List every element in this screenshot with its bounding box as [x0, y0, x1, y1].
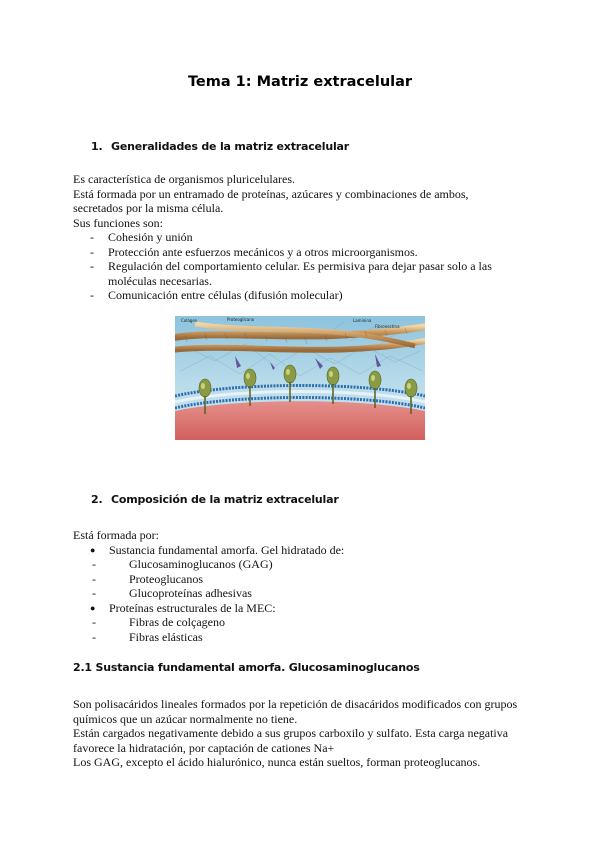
- section-2-title: Composición de la matriz extracelular: [111, 493, 339, 506]
- extracellular-matrix-figure: [175, 316, 425, 440]
- list-item: - Cohesión y unión: [73, 230, 543, 245]
- paragraph-line: Está formada por un entramado de proteínas, azúcares y combinaciones de ambos,: [73, 186, 469, 201]
- paragraph-line: Son polisacáridos lineales formados por la repetición de disacáridos modificados con grupos: [73, 697, 518, 711]
- paragraph-line: Están cargados negativamente debido a sus grupos carboxilo y sulfato. Esta carga negativa: [73, 726, 509, 740]
- bullet-icon: ●: [90, 602, 96, 613]
- functions-list: [73, 230, 543, 303]
- list-item: - Fibras de colçageno: [73, 615, 543, 630]
- paragraph-line: Sus funciones son:: [73, 215, 163, 230]
- section-1-number: 1.: [91, 140, 103, 153]
- figure-label: Fibronectina: [375, 324, 400, 329]
- section-2-body: [73, 528, 543, 644]
- figure-label: Laminina: [353, 318, 372, 323]
- list-item: - Protección ante esfuerzos mecánicos y a otros microorganismos.: [73, 245, 543, 260]
- component-label: Proteínas estructurales de la MEC:: [109, 600, 276, 615]
- list-item: - Glucosaminoglucanos (GAG): [73, 557, 543, 572]
- paragraph-line: químicos que un azúcar normalmente no tiene.: [73, 711, 298, 726]
- list-item: - Comunicación entre células (difusión molecular): [73, 288, 543, 303]
- section-1-title: Generalidades de la matriz extracelular: [111, 140, 349, 153]
- list-item: - Regulación del comportamiento celular. Es permisiva para dejar pasar solo a las moléculas necesarias.: [73, 259, 543, 288]
- paragraph-line: favorece la hidratación, por captación de cationes Na+: [73, 740, 335, 755]
- list-item: - Proteoglucanos: [73, 572, 543, 587]
- figure-label: Colágen: [181, 318, 198, 323]
- paragraph-line: Los GAG, excepto el ácido hialurónico, nunca están sueltos, forman proteoglucanos.: [73, 755, 481, 769]
- page-title: Tema 1: Matriz extracelular: [187, 74, 413, 90]
- list-item: - Glucoproteínas adhesivas: [73, 586, 543, 601]
- paragraph-line: Está formada por:: [73, 528, 159, 542]
- sub-list: [73, 557, 543, 601]
- list-item: [73, 601, 543, 616]
- section-2-1-heading: 2.1 Sustancia fundamental amorfa. Glucosaminoglucanos: [73, 661, 420, 674]
- list-item: [73, 543, 543, 558]
- figure-label: Proteoglicano: [227, 317, 255, 322]
- components-list: [73, 543, 543, 558]
- section-2-heading: [91, 493, 339, 506]
- components-list: [73, 601, 543, 616]
- sub-list: [73, 615, 543, 644]
- paragraph-line: Es característica de organismos pluricelulares.: [73, 172, 296, 186]
- list-item: - Fibras elásticas: [73, 630, 543, 645]
- component-label: Sustancia fundamental amorfa. Gel hidratado de:: [109, 542, 345, 557]
- paragraph-line: secretados por la misma célula.: [73, 201, 224, 215]
- section-2-number: 2.: [91, 493, 103, 506]
- section-1-heading: [91, 140, 349, 153]
- section-1-body: [73, 172, 543, 303]
- bullet-icon: ●: [90, 544, 96, 555]
- section-2-1-body: [73, 697, 553, 770]
